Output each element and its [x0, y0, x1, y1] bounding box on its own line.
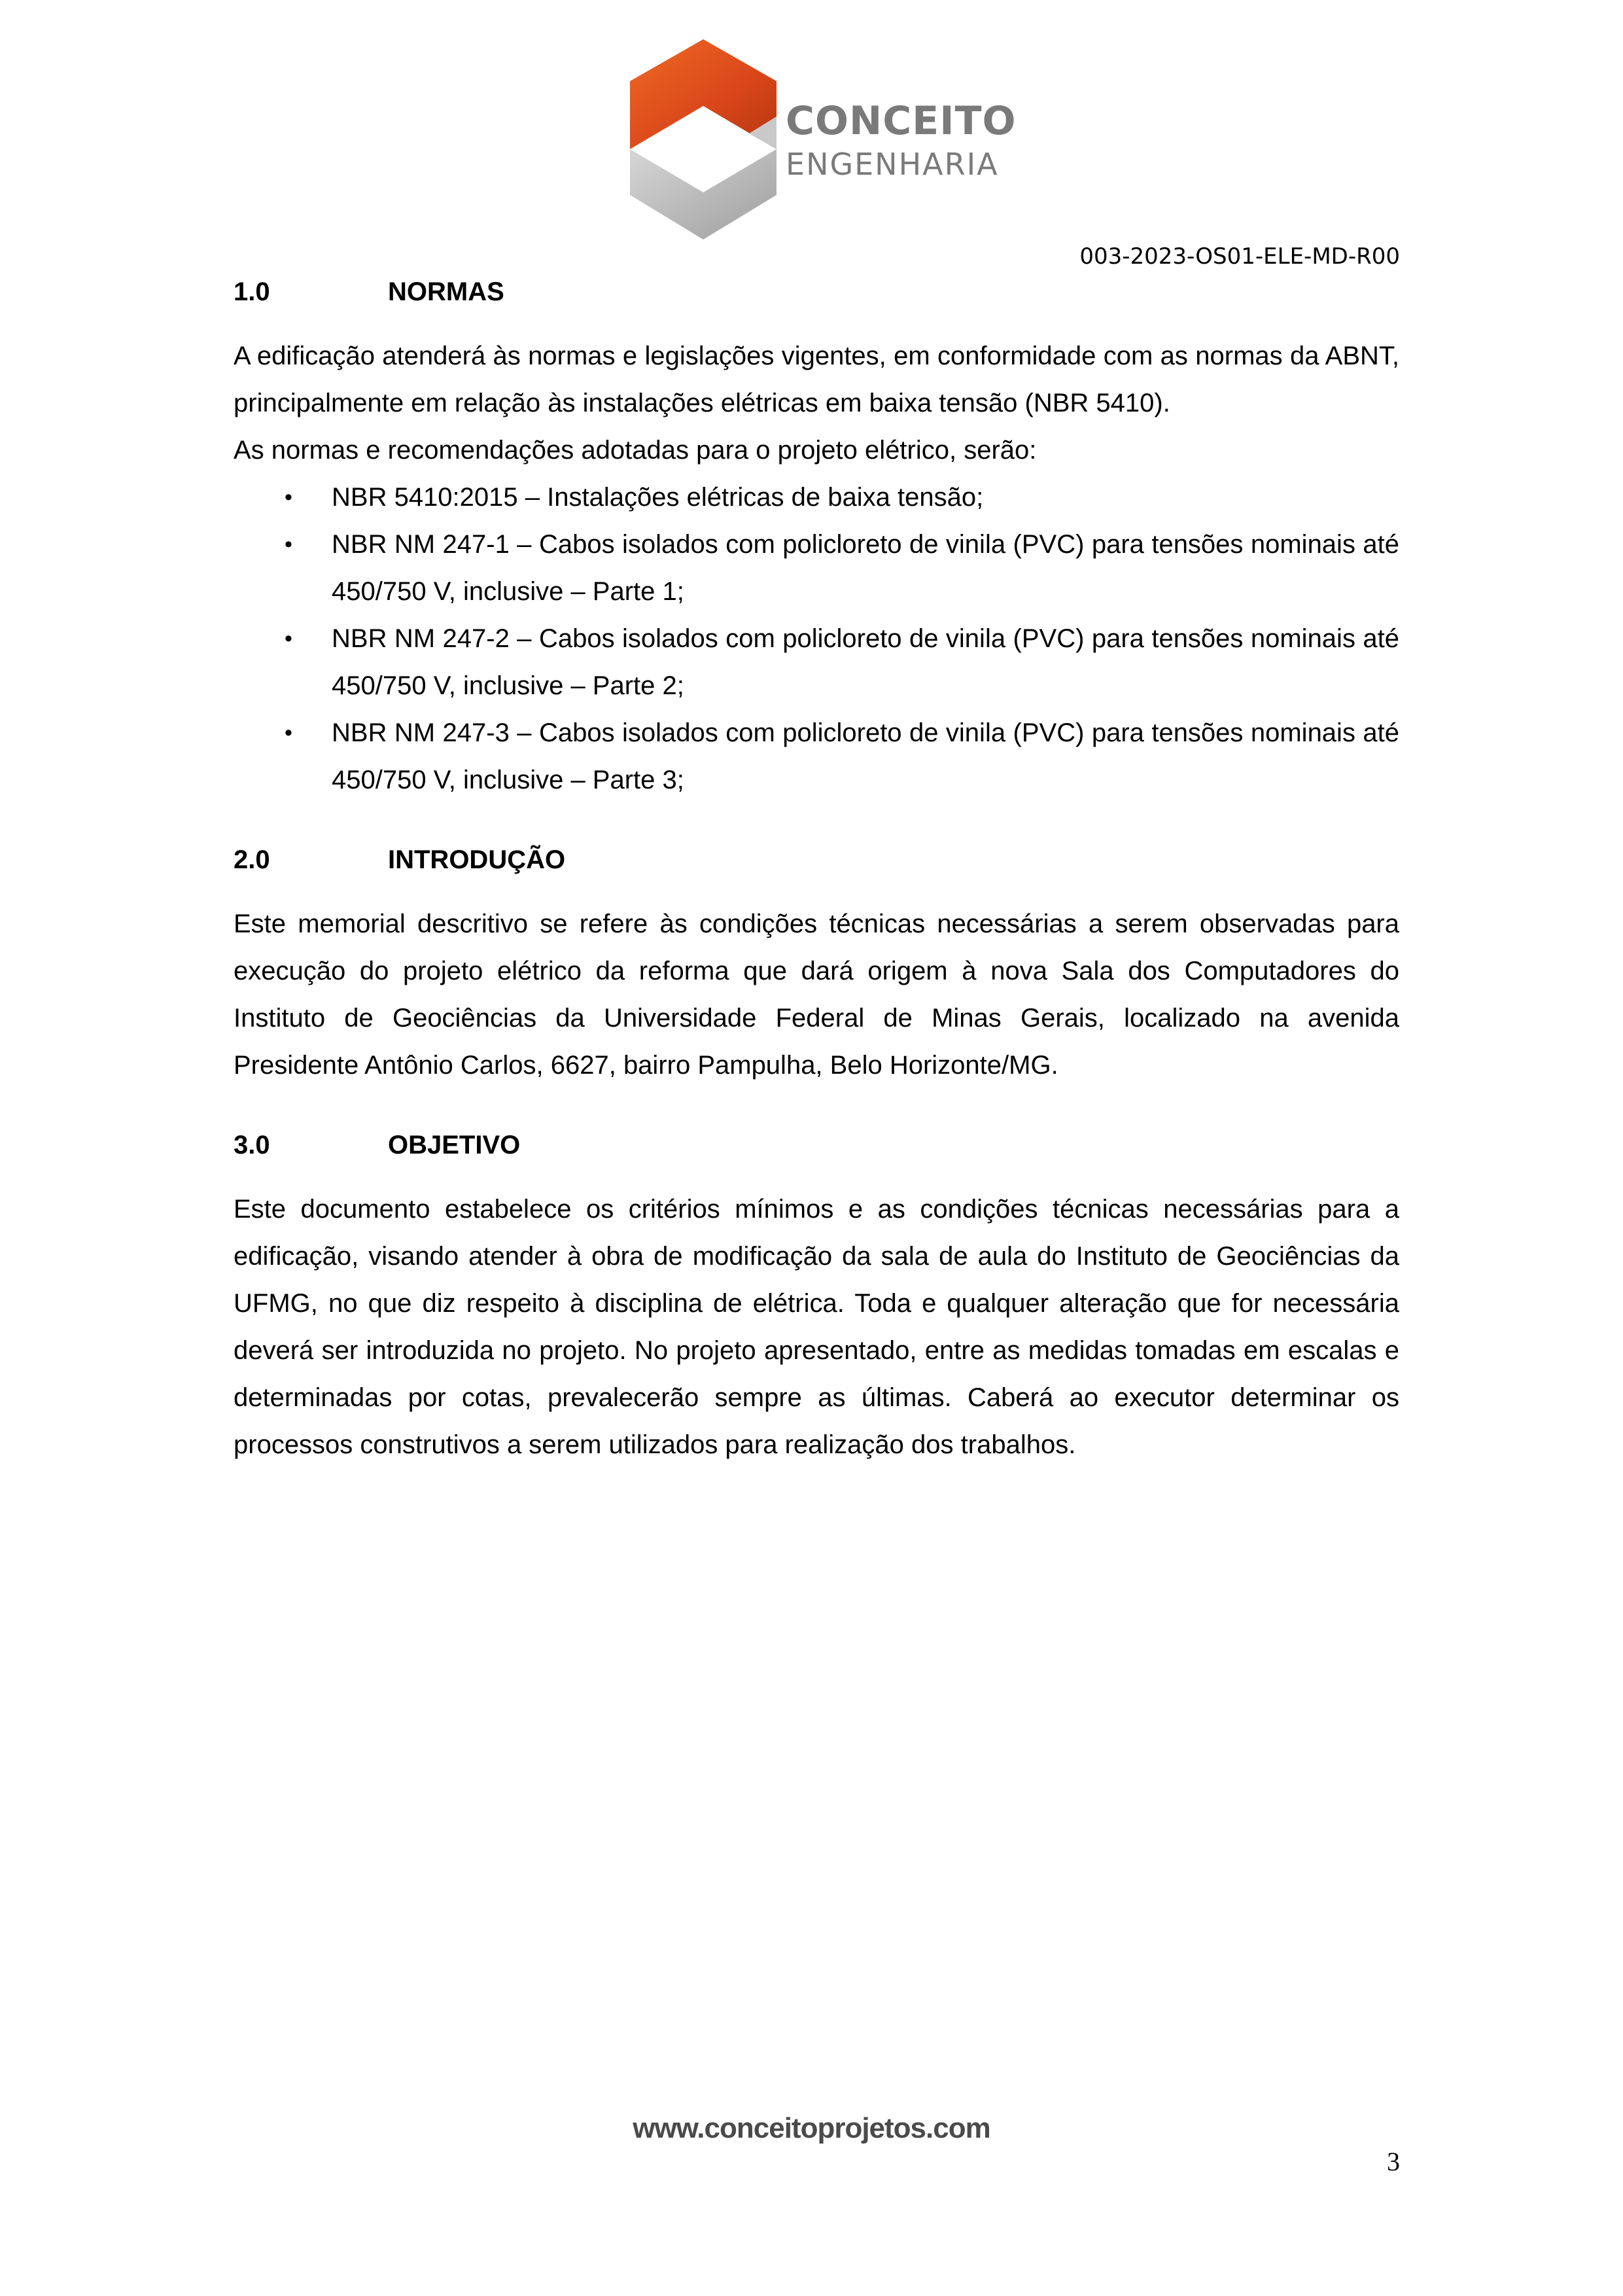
- section-title: INTRODUÇÃO: [388, 845, 566, 874]
- section-number: 1.0: [234, 277, 270, 306]
- list-item: • NBR NM 247-1 – Cabos isolados com policloreto de vinila (PVC) para tensões nominais até 450/750 V, inclusive – Parte 1;: [234, 521, 1399, 615]
- footer-website: www.conceitoprojetos.com: [633, 2112, 990, 2144]
- normas-intro-list: As normas e recomendações adotadas para o projeto elétrico, serão:: [234, 436, 1037, 465]
- bullet-icon: •: [285, 720, 292, 745]
- logo-hexagon-icon: [625, 38, 782, 241]
- logo-wordmark-primary: CONCEITO: [786, 98, 1017, 144]
- normas-paragraph: A edificação atenderá às normas e legislações vigentes, em conformidade com as normas da ABNT, principalmente em relação às instalações elétricas em baixa tensão (NBR 5410).: [234, 342, 1399, 417]
- list-item: • NBR 5410:2015 – Instalações elétricas de baixa tensão;: [234, 474, 1399, 521]
- document-body: [234, 268, 1399, 1468]
- list-item: • NBR NM 247-3 – Cabos isolados com policloreto de vinila (PVC) para tensões nominais até 450/750 V, inclusive – Parte 3;: [234, 709, 1399, 804]
- section-heading-introducao: [234, 836, 1399, 883]
- page-number: 3: [1387, 2147, 1400, 2176]
- norms-list: [234, 474, 1399, 804]
- document-code: 003-2023-OS01-ELE-MD-R00: [1079, 243, 1400, 270]
- company-logo: [625, 38, 1017, 241]
- bullet-icon: •: [285, 485, 292, 510]
- bullet-icon: •: [285, 532, 292, 557]
- logo-wordmark-secondary: ENGENHARIA: [786, 147, 999, 182]
- bullet-icon: •: [285, 626, 292, 651]
- section-heading-normas: [234, 268, 1399, 315]
- objetivo-paragraph: Este documento estabelece os critérios mínimos e as condições técnicas necessárias para a edificação, visando atender à obra de modificação da sala de aula do Instituto de Geociências da UFMG, no que diz respeito à disciplina de elétrica. Toda e qualquer alteração que for necessária deverá ser introduzida no projeto. No projeto apresentado, entre as medidas tomadas em escalas e determinadas por cotas, prevalecerão sempre as últimas. Caberá ao executor determinar os processos construtivos a serem utilizados para realização dos trabalhos.: [234, 1195, 1399, 1459]
- section-title: OBJETIVO: [388, 1131, 521, 1159]
- list-item: • NBR NM 247-2 – Cabos isolados com policloreto de vinila (PVC) para tensões nominais até 450/750 V, inclusive – Parte 2;: [234, 615, 1399, 709]
- section-number: 2.0: [234, 845, 270, 874]
- section-heading-objetivo: [234, 1122, 1399, 1169]
- section-number: 3.0: [234, 1131, 270, 1159]
- section-title: NORMAS: [388, 277, 504, 306]
- introducao-paragraph: Este memorial descritivo se refere às condições técnicas necessárias a serem observadas para execução do projeto elétrico da reforma que dará origem à nova Sala dos Computadores do Instituto de Geociências da Universidade Federal de Minas Gerais, localizado na avenida Presidente Antônio Carlos, 6627, bairro Pampulha, Belo Horizonte/MG.: [234, 910, 1399, 1080]
